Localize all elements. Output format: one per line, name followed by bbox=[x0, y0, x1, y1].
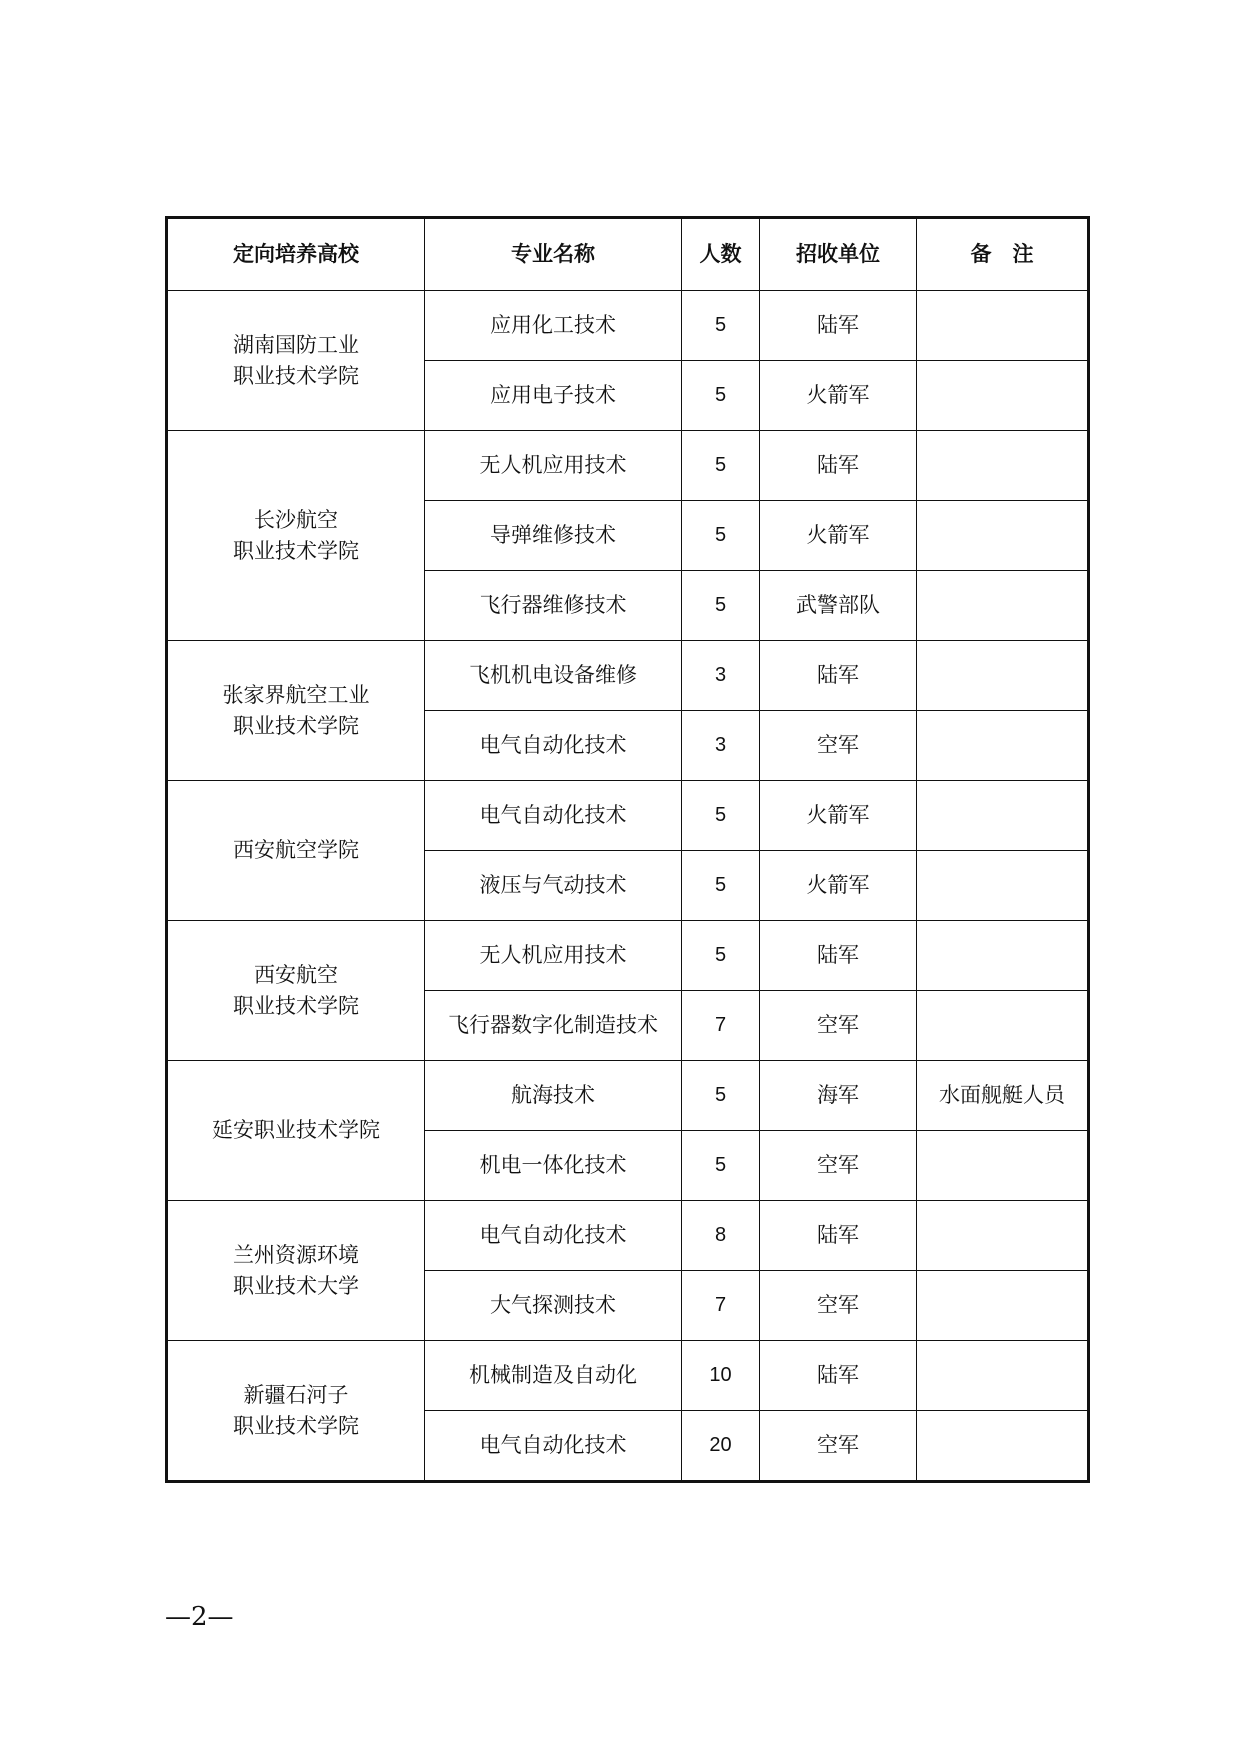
unit-cell: 空军 bbox=[760, 711, 917, 781]
major-cell: 飞机机电设备维修 bbox=[425, 641, 682, 711]
count-cell: 3 bbox=[682, 711, 760, 781]
school-cell bbox=[167, 781, 425, 921]
unit-cell: 陆军 bbox=[760, 641, 917, 711]
major-cell: 应用化工技术 bbox=[425, 291, 682, 361]
major-cell: 液压与气动技术 bbox=[425, 851, 682, 921]
major-cell: 导弹维修技术 bbox=[425, 501, 682, 571]
count-cell: 7 bbox=[682, 1271, 760, 1341]
unit-cell: 空军 bbox=[760, 1271, 917, 1341]
school-name-line: 职业技术大学 bbox=[233, 1273, 359, 1298]
table-row bbox=[167, 1201, 1089, 1271]
count-cell: 20 bbox=[682, 1411, 760, 1482]
table-header-row bbox=[167, 218, 1089, 291]
enrollment-table-container bbox=[165, 216, 1087, 1483]
school-name-line: 张家界航空工业 bbox=[222, 683, 370, 708]
remark-cell bbox=[917, 851, 1089, 921]
major-cell: 电气自动化技术 bbox=[425, 1201, 682, 1271]
count-cell: 3 bbox=[682, 641, 760, 711]
unit-cell: 空军 bbox=[760, 991, 917, 1061]
count-cell: 8 bbox=[682, 1201, 760, 1271]
school-cell bbox=[167, 431, 425, 641]
count-cell: 5 bbox=[682, 571, 760, 641]
table-row bbox=[167, 641, 1089, 711]
remark-cell bbox=[917, 431, 1089, 501]
unit-cell: 武警部队 bbox=[760, 571, 917, 641]
table-row bbox=[167, 291, 1089, 361]
unit-cell: 空军 bbox=[760, 1131, 917, 1201]
unit-cell: 陆军 bbox=[760, 1201, 917, 1271]
remark-cell bbox=[917, 571, 1089, 641]
remark-cell bbox=[917, 711, 1089, 781]
school-name-line: 职业技术学院 bbox=[233, 713, 359, 738]
major-cell: 电气自动化技术 bbox=[425, 781, 682, 851]
remark-cell bbox=[917, 361, 1089, 431]
school-cell bbox=[167, 1061, 425, 1201]
count-cell: 5 bbox=[682, 1131, 760, 1201]
major-cell: 航海技术 bbox=[425, 1061, 682, 1131]
school-name-line: 职业技术学院 bbox=[233, 538, 359, 563]
major-cell: 大气探测技术 bbox=[425, 1271, 682, 1341]
school-name-line: 延安职业技术学院 bbox=[212, 1118, 380, 1143]
remark-cell bbox=[917, 1201, 1089, 1271]
major-cell: 应用电子技术 bbox=[425, 361, 682, 431]
school-name-line: 长沙航空 bbox=[254, 508, 338, 533]
unit-cell: 陆军 bbox=[760, 1341, 917, 1411]
header-remark: 备 注 bbox=[917, 218, 1089, 291]
header-count: 人数 bbox=[682, 218, 760, 291]
count-cell: 5 bbox=[682, 361, 760, 431]
remark-cell bbox=[917, 1271, 1089, 1341]
school-name-line: 兰州资源环境 bbox=[233, 1243, 359, 1268]
header-unit: 招收单位 bbox=[760, 218, 917, 291]
count-cell: 5 bbox=[682, 291, 760, 361]
remark-cell bbox=[917, 1131, 1089, 1201]
school-name-line: 西安航空 bbox=[254, 963, 338, 988]
count-cell: 7 bbox=[682, 991, 760, 1061]
major-cell: 机械制造及自动化 bbox=[425, 1341, 682, 1411]
unit-cell: 陆军 bbox=[760, 921, 917, 991]
major-cell: 电气自动化技术 bbox=[425, 1411, 682, 1482]
unit-cell: 火箭军 bbox=[760, 781, 917, 851]
count-cell: 5 bbox=[682, 431, 760, 501]
major-cell: 电气自动化技术 bbox=[425, 711, 682, 781]
major-cell: 机电一体化技术 bbox=[425, 1131, 682, 1201]
table-row bbox=[167, 431, 1089, 501]
unit-cell: 海军 bbox=[760, 1061, 917, 1131]
count-cell: 5 bbox=[682, 851, 760, 921]
major-cell: 无人机应用技术 bbox=[425, 431, 682, 501]
count-cell: 5 bbox=[682, 1061, 760, 1131]
table-row bbox=[167, 1061, 1089, 1131]
major-cell: 飞行器数字化制造技术 bbox=[425, 991, 682, 1061]
header-school: 定向培养高校 bbox=[167, 218, 425, 291]
remark-cell bbox=[917, 641, 1089, 711]
school-name-line: 西安航空学院 bbox=[233, 838, 359, 863]
unit-cell: 火箭军 bbox=[760, 361, 917, 431]
remark-cell bbox=[917, 1341, 1089, 1411]
school-cell bbox=[167, 921, 425, 1061]
table-body bbox=[167, 291, 1089, 1482]
school-cell bbox=[167, 641, 425, 781]
count-cell: 5 bbox=[682, 501, 760, 571]
school-name-line: 湖南国防工业 bbox=[233, 333, 359, 358]
unit-cell: 陆军 bbox=[760, 291, 917, 361]
major-cell: 无人机应用技术 bbox=[425, 921, 682, 991]
unit-cell: 火箭军 bbox=[760, 851, 917, 921]
page-number: —2— bbox=[165, 1602, 234, 1632]
school-name-line: 职业技术学院 bbox=[233, 363, 359, 388]
remark-cell bbox=[917, 291, 1089, 361]
count-cell: 10 bbox=[682, 1341, 760, 1411]
header-major: 专业名称 bbox=[425, 218, 682, 291]
table-row bbox=[167, 1341, 1089, 1411]
count-cell: 5 bbox=[682, 921, 760, 991]
school-name-line: 职业技术学院 bbox=[233, 1413, 359, 1438]
unit-cell: 火箭军 bbox=[760, 501, 917, 571]
school-cell bbox=[167, 1201, 425, 1341]
remark-cell: 水面舰艇人员 bbox=[917, 1061, 1089, 1131]
school-name-line: 新疆石河子 bbox=[243, 1383, 349, 1408]
major-cell: 飞行器维修技术 bbox=[425, 571, 682, 641]
remark-cell bbox=[917, 781, 1089, 851]
enrollment-table bbox=[165, 216, 1090, 1483]
school-cell bbox=[167, 1341, 425, 1482]
count-cell: 5 bbox=[682, 781, 760, 851]
remark-cell bbox=[917, 991, 1089, 1061]
table-row bbox=[167, 781, 1089, 851]
remark-cell bbox=[917, 501, 1089, 571]
school-cell bbox=[167, 291, 425, 431]
remark-cell bbox=[917, 921, 1089, 991]
remark-cell bbox=[917, 1411, 1089, 1482]
unit-cell: 陆军 bbox=[760, 431, 917, 501]
school-name-line: 职业技术学院 bbox=[233, 993, 359, 1018]
unit-cell: 空军 bbox=[760, 1411, 917, 1482]
table-row bbox=[167, 921, 1089, 991]
